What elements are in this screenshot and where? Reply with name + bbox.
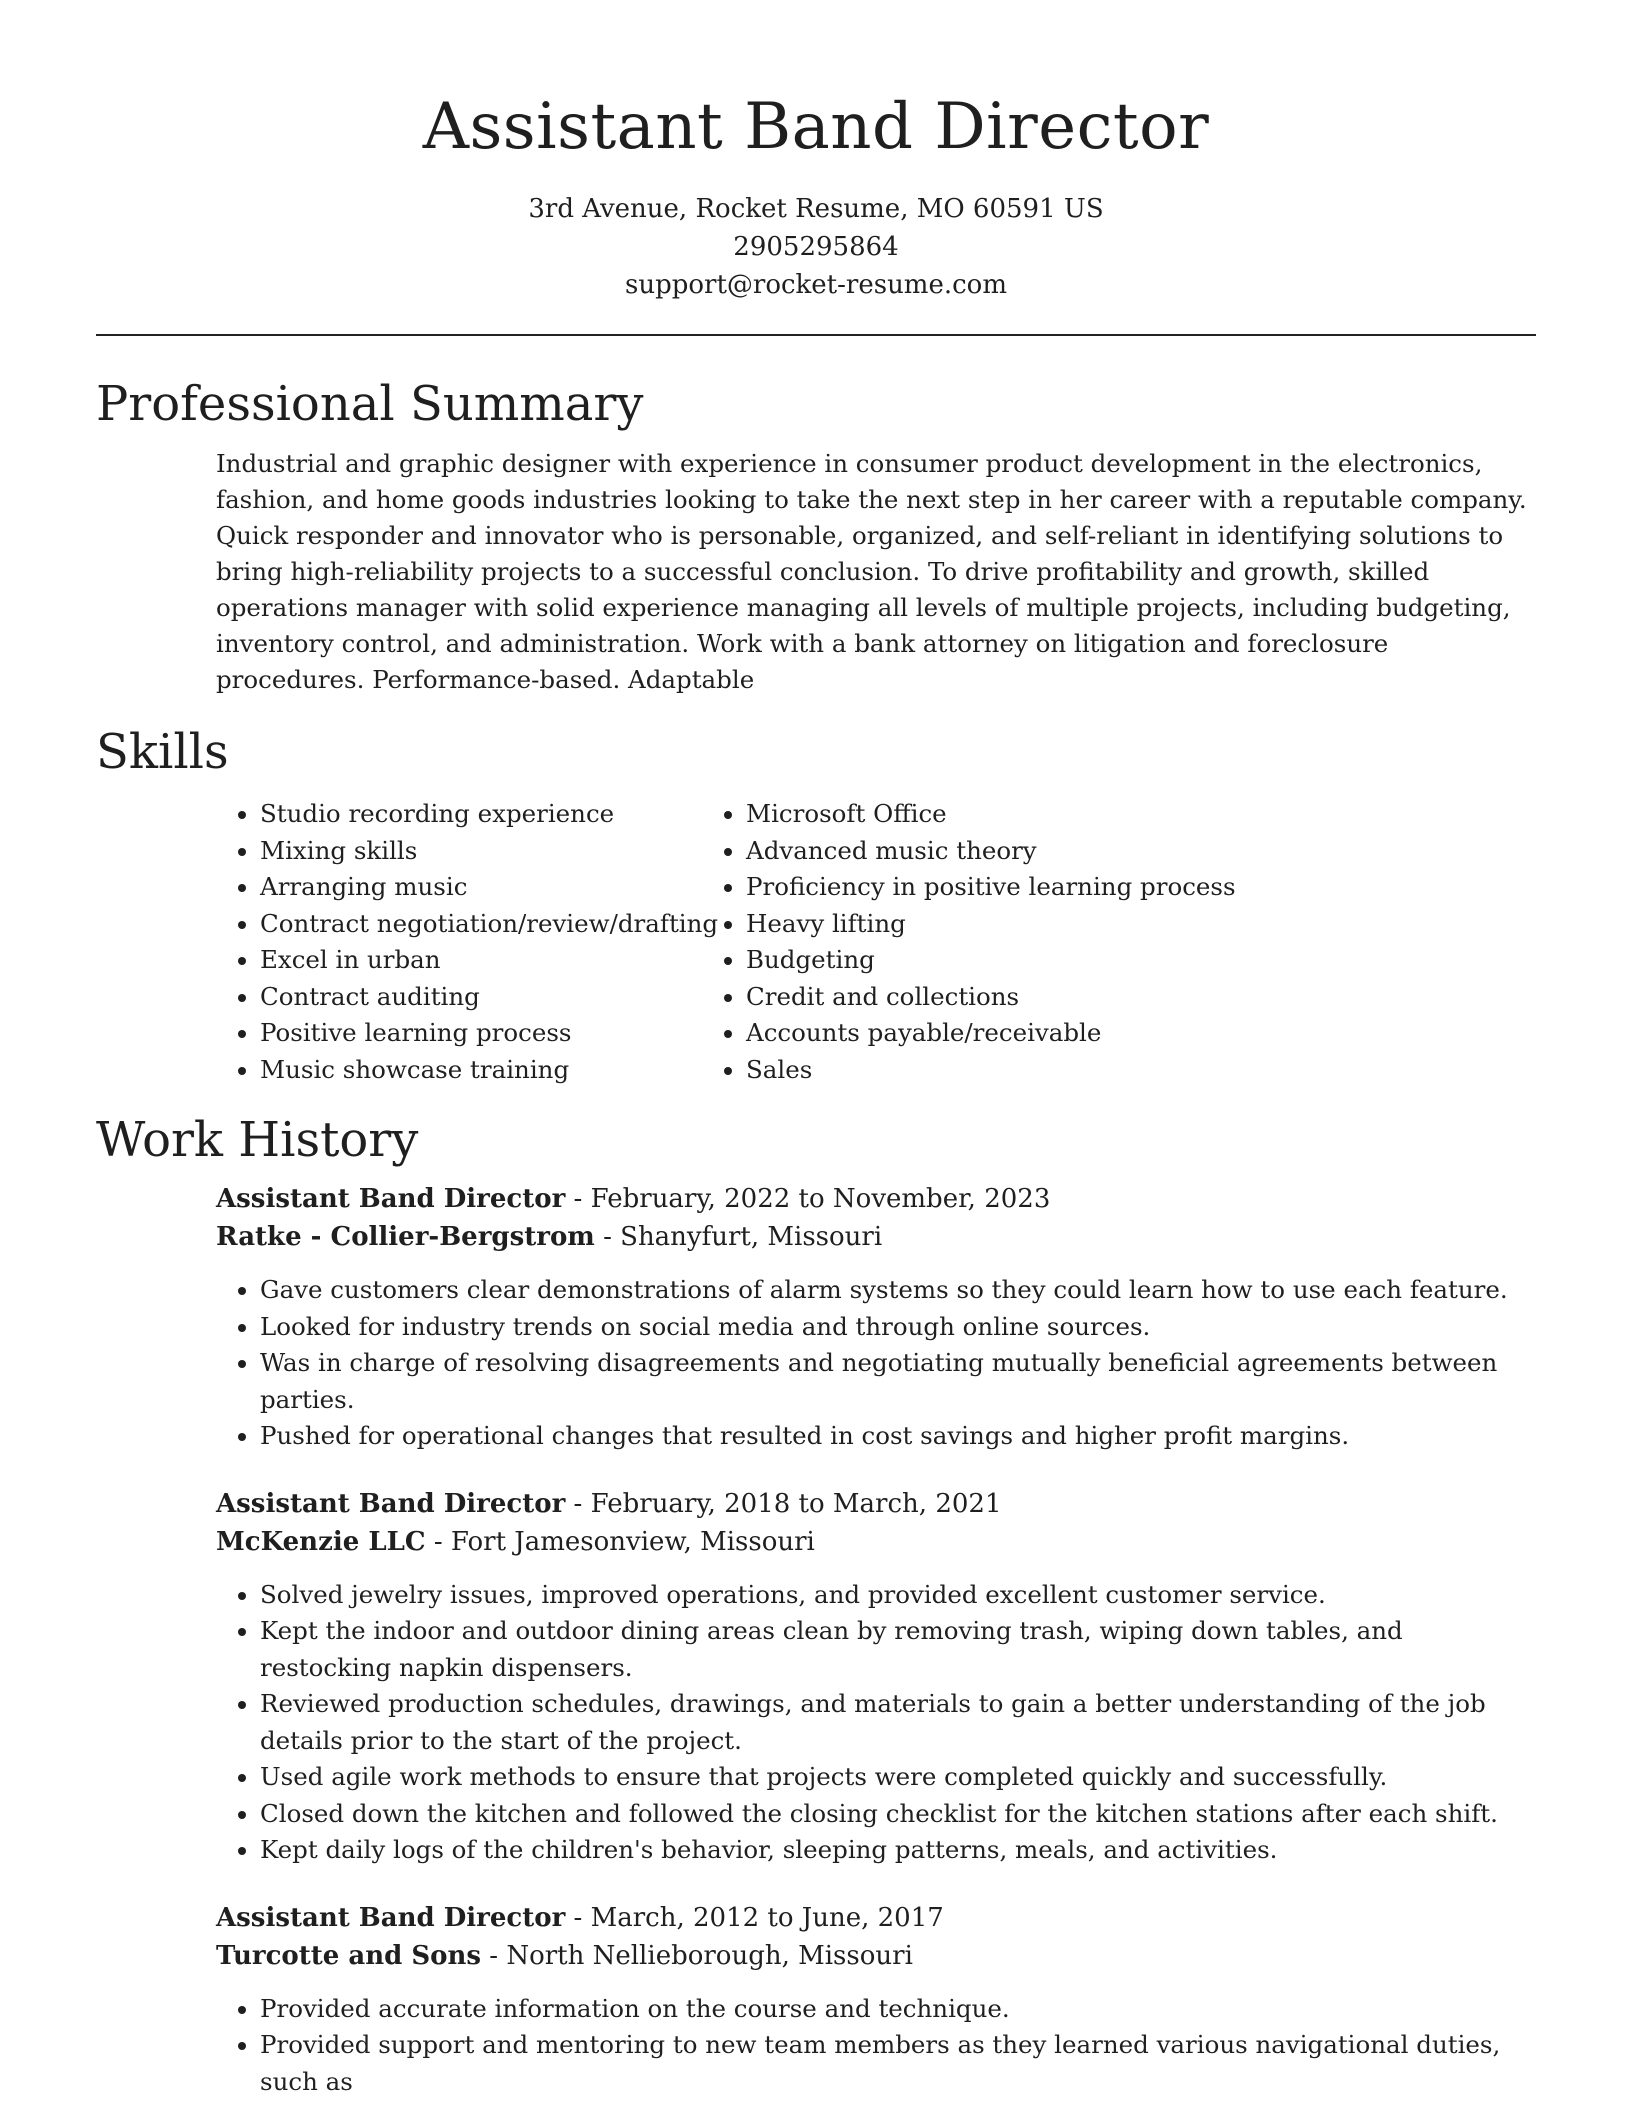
job-bullet: • Used agile work methods to ensure that projects were completed quickly and successfully. [260,1759,1536,1796]
job-title-line [216,1180,1536,1218]
skill-item: • Advanced music theory [746,833,1346,870]
job-location: - Shanyfurt, Missouri [594,1222,883,1252]
job-location: - Fort Jamesonview, Missouri [425,1526,815,1557]
job-title: Assistant Band Director [216,1184,566,1214]
job-dates: - February, 2022 to November, 2023 [565,1184,1051,1214]
job-company-line [216,1218,1536,1256]
contact-email: support@rocket-resume.com [624,270,1007,300]
job-bullet: • Provided accurate information on the course and technique. [260,1991,1536,2028]
job-bullet: • Solved jewelry issues, improved operations, and provided excellent customer service. [260,1577,1536,1614]
job-dates: - March, 2012 to June, 2017 [565,1902,944,1933]
skill-item: • Proficiency in positive learning process [746,869,1346,906]
job-location: - North Nellieborough, Missouri [481,1940,913,1971]
skills-heading: Skills [96,724,229,780]
job-title-line [216,1899,1536,1937]
job-bullets [216,1577,1536,1869]
summary-heading: Professional Summary [96,376,644,432]
job-bullet: • Was in charge of resolving disagreements and negotiating mutually beneficial agreements between parties. [260,1345,1536,1418]
job-dates: - February, 2018 to March, 2021 [565,1488,1002,1519]
skill-item: • Contract negotiation/review/drafting [260,906,746,943]
job-entry [216,1485,1536,1869]
summary-text: Industrial and graphic designer with experience in consumer product development in the electronics, fashion, and home goods industries looking to take the next step in her career with a reputable company. Quick responder and innovator who is personable, organized, and self-reliant in identifying solutions to bring high-reliability projects to a successful conclusion. To drive profitability and growth, skilled operations manager with solid experience managing all levels of multiple projects, including budgeting, inventory control, and administration. Work with a bank attorney on litigation and foreclosure procedures. Performance-based. Adaptable [216,449,1527,694]
skill-item: • Sales [746,1052,1346,1089]
skill-item: • Microsoft Office [746,796,1346,833]
contact-phone: 2905295864 [733,232,899,262]
job-bullet: • Looked for industry trends on social media and through online sources. [260,1309,1536,1346]
skill-item: • Excel in urban [260,942,746,979]
work-history-heading: Work History [96,1112,419,1168]
resume-name: Assistant Band Director [422,90,1210,164]
job-bullet: • Reviewed production schedules, drawings, and materials to gain a better understanding of the job details prior to the start of the project. [260,1686,1536,1759]
skill-item: • Music showcase training [260,1052,746,1089]
job-company-line [216,1937,1536,1975]
job-bullet: • Provided support and mentoring to new team members as they learned various navigational duties, such as [260,2027,1536,2100]
skill-item: • Studio recording experience [260,796,746,833]
skill-item: • Heavy lifting [746,906,1346,943]
job-company: Ratke - Collier-Bergstrom [216,1222,595,1252]
job-company: McKenzie LLC [216,1526,426,1557]
job-entry [216,1899,1536,2101]
job-bullet: • Kept the indoor and outdoor dining areas clean by removing trash, wiping down tables, and restocking napkin dispensers. [260,1613,1536,1686]
skill-item: • Budgeting [746,942,1346,979]
skills-list [96,796,1536,1088]
skill-item: • Credit and collections [746,979,1346,1016]
header-divider [96,334,1536,336]
skill-item: • Accounts payable/receivable [746,1015,1346,1052]
job-title: Assistant Band Director [216,1488,566,1519]
skill-item: • Contract auditing [260,979,746,1016]
resume-page [96,0,1536,2100]
job-entry [216,1180,1536,1455]
job-company-line [216,1523,1536,1561]
skill-item: • Arranging music [260,869,746,906]
contact-block [96,190,1536,304]
job-bullets [216,1991,1536,2101]
skill-item: • Mixing skills [260,833,746,870]
job-bullet: • Kept daily logs of the children's behavior, sleeping patterns, meals, and activities. [260,1832,1536,1869]
contact-address: 3rd Avenue, Rocket Resume, MO 60591 US [528,194,1104,224]
job-title-line [216,1485,1536,1523]
job-bullet: • Pushed for operational changes that resulted in cost savings and higher profit margins. [260,1418,1536,1455]
skills-column-right [582,796,1346,1088]
job-title: Assistant Band Director [216,1902,566,1933]
job-company: Turcotte and Sons [216,1940,481,1971]
skill-item: • Positive learning process [260,1015,746,1052]
job-bullet: • Gave customers clear demonstrations of alarm systems so they could learn how to use each feature. [260,1272,1536,1309]
job-bullet: • Closed down the kitchen and followed the closing checklist for the kitchen stations after each shift. [260,1796,1536,1833]
job-bullets [216,1272,1536,1455]
